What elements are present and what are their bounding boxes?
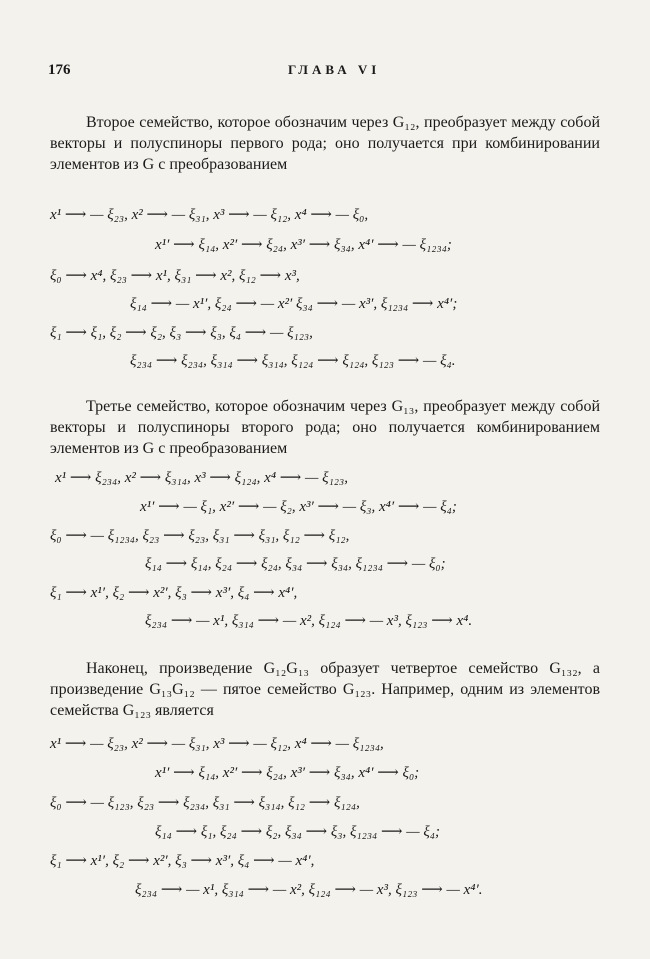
- formula-line: x¹ ⟶ — ξ₂₃, x² ⟶ — ξ₃₁, x³ ⟶ — ξ₁₂, x⁴ ⟶ — ξ₀,: [50, 207, 369, 223]
- formula-line: x¹′ ⟶ ξ₁₄, x²′ ⟶ ξ₂₄, x³′ ⟶ ξ₃₄, x⁴′ ⟶ ξ₀;: [155, 765, 420, 781]
- formula-line: ξ₂₃₄ ⟶ ξ₂₃₄, ξ₃₁₄ ⟶ ξ₃₁₄, ξ₁₂₄ ⟶ ξ₁₂₄, ξ₁₂₃ ⟶ — ξ₄.: [130, 353, 456, 369]
- paragraph-second-family: [50, 112, 600, 175]
- formula-line: ξ₁₄ ⟶ ξ₁, ξ₂₄ ⟶ ξ₂, ξ₃₄ ⟶ ξ₃, ξ₁₂₃₄ ⟶ — ξ₄;: [155, 824, 440, 840]
- formula-line: ξ₁ ⟶ ξ₁, ξ₂ ⟶ ξ₂, ξ₃ ⟶ ξ₃, ξ₄ ⟶ — ξ₁₂₃,: [50, 325, 313, 341]
- page-header: [48, 62, 602, 82]
- formula-line: ξ₀ ⟶ — ξ₁₂₃, ξ₂₃ ⟶ ξ₂₃₄, ξ₃₁ ⟶ ξ₃₁₄, ξ₁₂ ⟶ ξ₁₂₄,: [50, 795, 360, 811]
- formula-line: ξ₁₄ ⟶ ξ₁₄, ξ₂₄ ⟶ ξ₂₄, ξ₃₄ ⟶ ξ₃₄, ξ₁₂₃₄ ⟶ — ξ₀;: [145, 556, 446, 572]
- formula-line: x¹′ ⟶ ξ₁₄, x²′ ⟶ ξ₂₄, x³′ ⟶ ξ₃₄, x⁴′ ⟶ — ξ₁₂₃₄;: [155, 237, 452, 253]
- formula-line: x¹ ⟶ — ξ₂₃, x² ⟶ — ξ₃₁, x³ ⟶ — ξ₁₂, x⁴ ⟶ — ξ₁₂₃₄,: [50, 736, 384, 752]
- formula-line: ξ₀ ⟶ x⁴, ξ₂₃ ⟶ x¹, ξ₃₁ ⟶ x², ξ₁₂ ⟶ x³,: [50, 268, 300, 284]
- formula-line: x¹ ⟶ ξ₂₃₄, x² ⟶ ξ₃₁₄, x³ ⟶ ξ₁₂₄, x⁴ ⟶ — ξ₁₂₃,: [55, 470, 348, 486]
- formula-line: ξ₂₃₄ ⟶ — x¹, ξ₃₁₄ ⟶ — x², ξ₁₂₄ ⟶ — x³, ξ₁₂₃ ⟶ x⁴.: [145, 613, 473, 629]
- paragraph-text: Наконец, произведение G₁₂G₁₃ образует четвертое семейство G₁₃₂, а произведение G₁₃G₁₂ — пятое семейство G₁₂₃. Например, одним из элементов семейства G₁₂₃ является: [50, 660, 600, 719]
- paragraph-fourth-fifth-family: [50, 658, 600, 721]
- formula-line: ξ₁₄ ⟶ — x¹′, ξ₂₄ ⟶ — x²′ ξ₃₄ ⟶ — x³′, ξ₁₂₃₄ ⟶ x⁴′;: [130, 296, 458, 312]
- page-number: 176: [48, 62, 71, 78]
- formula-line: ξ₁ ⟶ x¹′, ξ₂ ⟶ x²′, ξ₃ ⟶ x³′, ξ₄ ⟶ — x⁴′,: [50, 853, 315, 869]
- formula-line: ξ₁ ⟶ x¹′, ξ₂ ⟶ x²′, ξ₃ ⟶ x³′, ξ₄ ⟶ x⁴′,: [50, 585, 298, 601]
- chapter-title: ГЛАВА VI: [288, 62, 381, 77]
- formula-line: ξ₂₃₄ ⟶ — x¹, ξ₃₁₄ ⟶ — x², ξ₁₂₄ ⟶ — x³, ξ₁₂₃ ⟶ — x⁴′.: [135, 882, 483, 898]
- paragraph-third-family: [50, 396, 600, 459]
- formula-line: x¹′ ⟶ — ξ₁, x²′ ⟶ — ξ₂, x³′ ⟶ — ξ₃, x⁴′ ⟶ — ξ₄;: [140, 499, 457, 515]
- formula-line: ξ₀ ⟶ — ξ₁₂₃₄, ξ₂₃ ⟶ ξ₂₃, ξ₃₁ ⟶ ξ₃₁, ξ₁₂ ⟶ ξ₁₂,: [50, 528, 350, 544]
- paragraph-text: Третье семейство, которое обозначим через G₁₃, преобразует между собой векторы и полуспиноры второго рода; оно получается комбинированием элементов из G с преобразованием: [50, 398, 600, 457]
- paragraph-text: Второе семейство, которое обозначим через G₁₂, преобразует между собой векторы и полуспиноры первого рода; оно получается при комбинировании элементов из G с преобразованием: [50, 114, 600, 173]
